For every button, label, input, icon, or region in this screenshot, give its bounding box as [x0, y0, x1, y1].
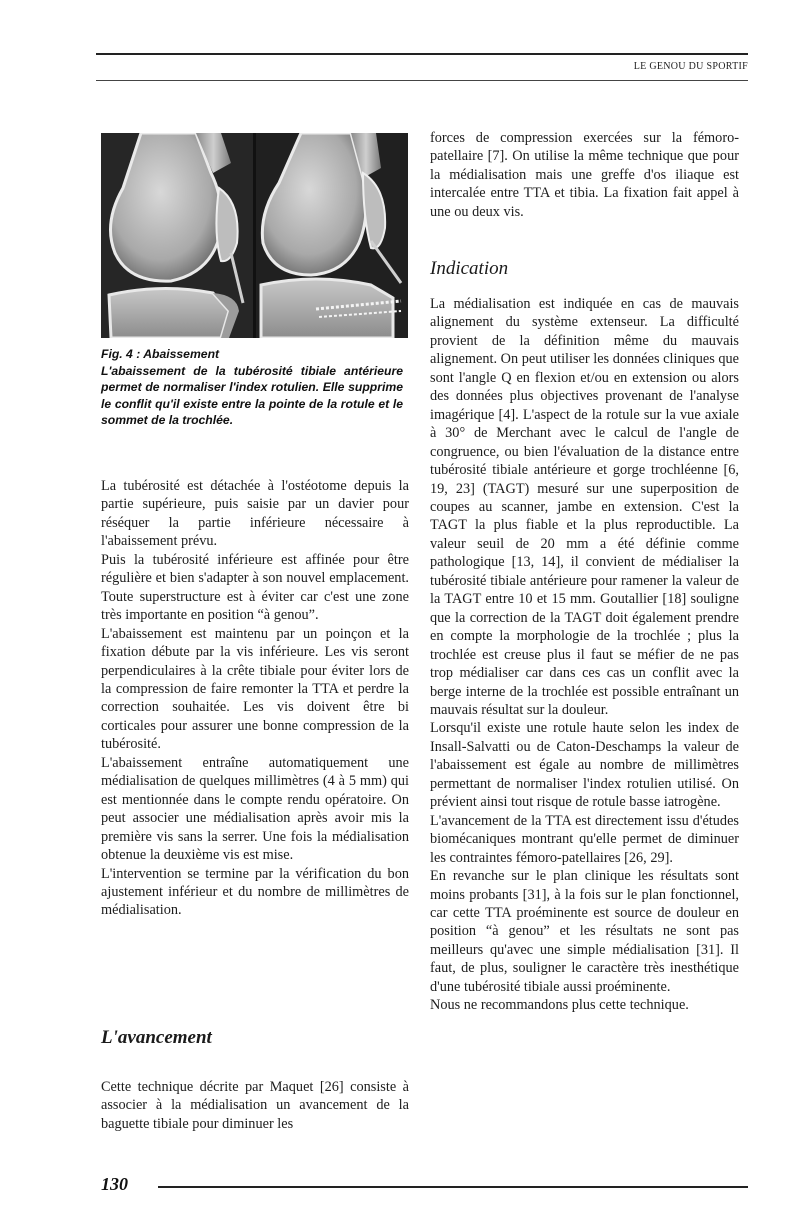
paragraph: Puis la tubérosité inférieure est affinée pour être régulière et bien s'adapter à son nouvel emplacement. Toute superstructure est à éviter car c'est une zone très importante en position “à genou”. [101, 551, 409, 624]
section-heading-avancement: L'avancement [101, 1027, 212, 1048]
paragraph: Nous ne recommandons plus cette technique. [430, 997, 689, 1014]
indication-text [430, 295, 739, 1015]
figure-caption-title: Fig. 4 : Abaissement [101, 347, 220, 361]
figure-caption [101, 346, 403, 429]
paragraph: Lorsqu'il existe une rotule haute selon les index de Insall-Salvatti ou de Caton-Deschamps la valeur de l'abaissement est égale au nombre de millimètres permettant de normaliser l'index rotulien utilisé. On prévient ainsi tout risque de rotule basse iatrogène. [430, 720, 739, 811]
header-rule-bottom [96, 80, 748, 81]
left-column-text [101, 477, 409, 920]
section-heading-indication: Indication [430, 258, 509, 279]
paragraph: L'abaissement est maintenu par un poinçon et la fixation débute par la vis inférieure. Les vis seront perpendiculaires à la crête tibiale pour éviter lors de la compression de faire remonter la TTA et perdre la correction souhaitée. Les vis doivent être bi corticales pour assurer une bonne compression de la tubérosité. [101, 625, 409, 753]
paragraph: La médialisation est indiquée en cas de mauvais alignement du système extenseur. La difficulté provient de la définition même du mauvais alignement. On peut utiliser les données cliniques que sont l'angle Q en flexion et/ou en extension ou alors des données plus objectives provenant de l'analyse imagérique [4]. L'aspect de la rotule sur la vue axiale à 30° de Merchant avec le calcul de l'angle de congruence, ou bien l'évaluation de la distance entre tubérosité tibiale antérieure et gorge trochléenne [6, 19, 23] (TAGT) mesuré sur une superposition de coupes au scanner, jambe en extension. C'est la TAGT la plus fiable et la plus reproductible. La valeur seuil de 20 mm a été définie comme pathologique [13, 14], il convient de médialiser la tubérosité tibiale antérieure pour ramener la valeur de la TAGT entre 10 et 15 mm. Goutallier [18] souligne que la correction de la TAGT doit également prendre en compte la morphologie de la trochlée ; plus la trochlée est creuse plus il faut se méfier de ne pas trop médialiser car dans ces cas un conflit avec la berge interne de la trochlée est possible entraînant un mauvais résultat sur la douleur. [430, 296, 739, 718]
right-column-continuation [430, 129, 739, 221]
knee-radiograph-figure [101, 133, 408, 338]
paragraph: L'abaissement entraîne automatiquement une médialisation de quelques millimètres (4 à 5 mm) qui est mentionnée dans le compte rendu opératoire. On peut associer une médialisation après avoir mis la première vis sans la serrer. Une fois la médialisation obtenue la deuxième vis est mise. [101, 754, 409, 864]
knee-radiograph-image [101, 133, 408, 338]
header-rule-top [96, 53, 748, 55]
page-number: 130 [101, 1174, 128, 1194]
footer-rule [158, 1186, 748, 1188]
paragraph: forces de compression exercées sur la fémoro-patellaire [7]. On utilise la même technique que pour la médialisation mais une greffe d'os iliaque est intercalée entre TTA et tibia. La fixation fait appel à une ou deux vis. [430, 130, 739, 220]
avancement-text [101, 1078, 409, 1133]
paragraph: Cette technique décrite par Maquet [26] consiste à associer à la médialisation un avancement de la baguette tibiale pour diminuer les [101, 1079, 409, 1132]
paragraph: En revanche sur le plan clinique les résultats sont moins probants [31], à la fois sur le plan fonctionnel, car cette TTA proéminente est source de douleur en position “à genou” et les résultats ne sont pas meilleurs qu'avec une simple médialisation [31]. Il faut, de plus, souligner le caractère très inesthétique d'une tubérosité tibiale aussi proéminente. [430, 868, 739, 995]
paragraph: L'avancement de la TTA est directement issu d'études biomécaniques montrant qu'elle permet de diminuer les contraintes fémoro-patellaires [26, 29]. [430, 812, 739, 866]
paragraph: La tubérosité est détachée à l'ostéotome depuis la partie supérieure, puis saisie par un davier pour réséquer la partie inférieure nécessaire à l'abaissement prévu. [101, 478, 409, 550]
figure-caption-body: L'abaissement de la tubérosité tibiale antérieure permet de normaliser l'index rotulien. Elle supprime le conflit qu'il existe entre la pointe de la rotule et le sommet de la trochlée. [101, 363, 403, 427]
running-head: LE GENOU DU SPORTIF [633, 61, 748, 72]
paragraph: L'intervention se termine par la vérification du bon ajustement inférieur et du nombre de millimètres de médialisation. [101, 865, 409, 919]
